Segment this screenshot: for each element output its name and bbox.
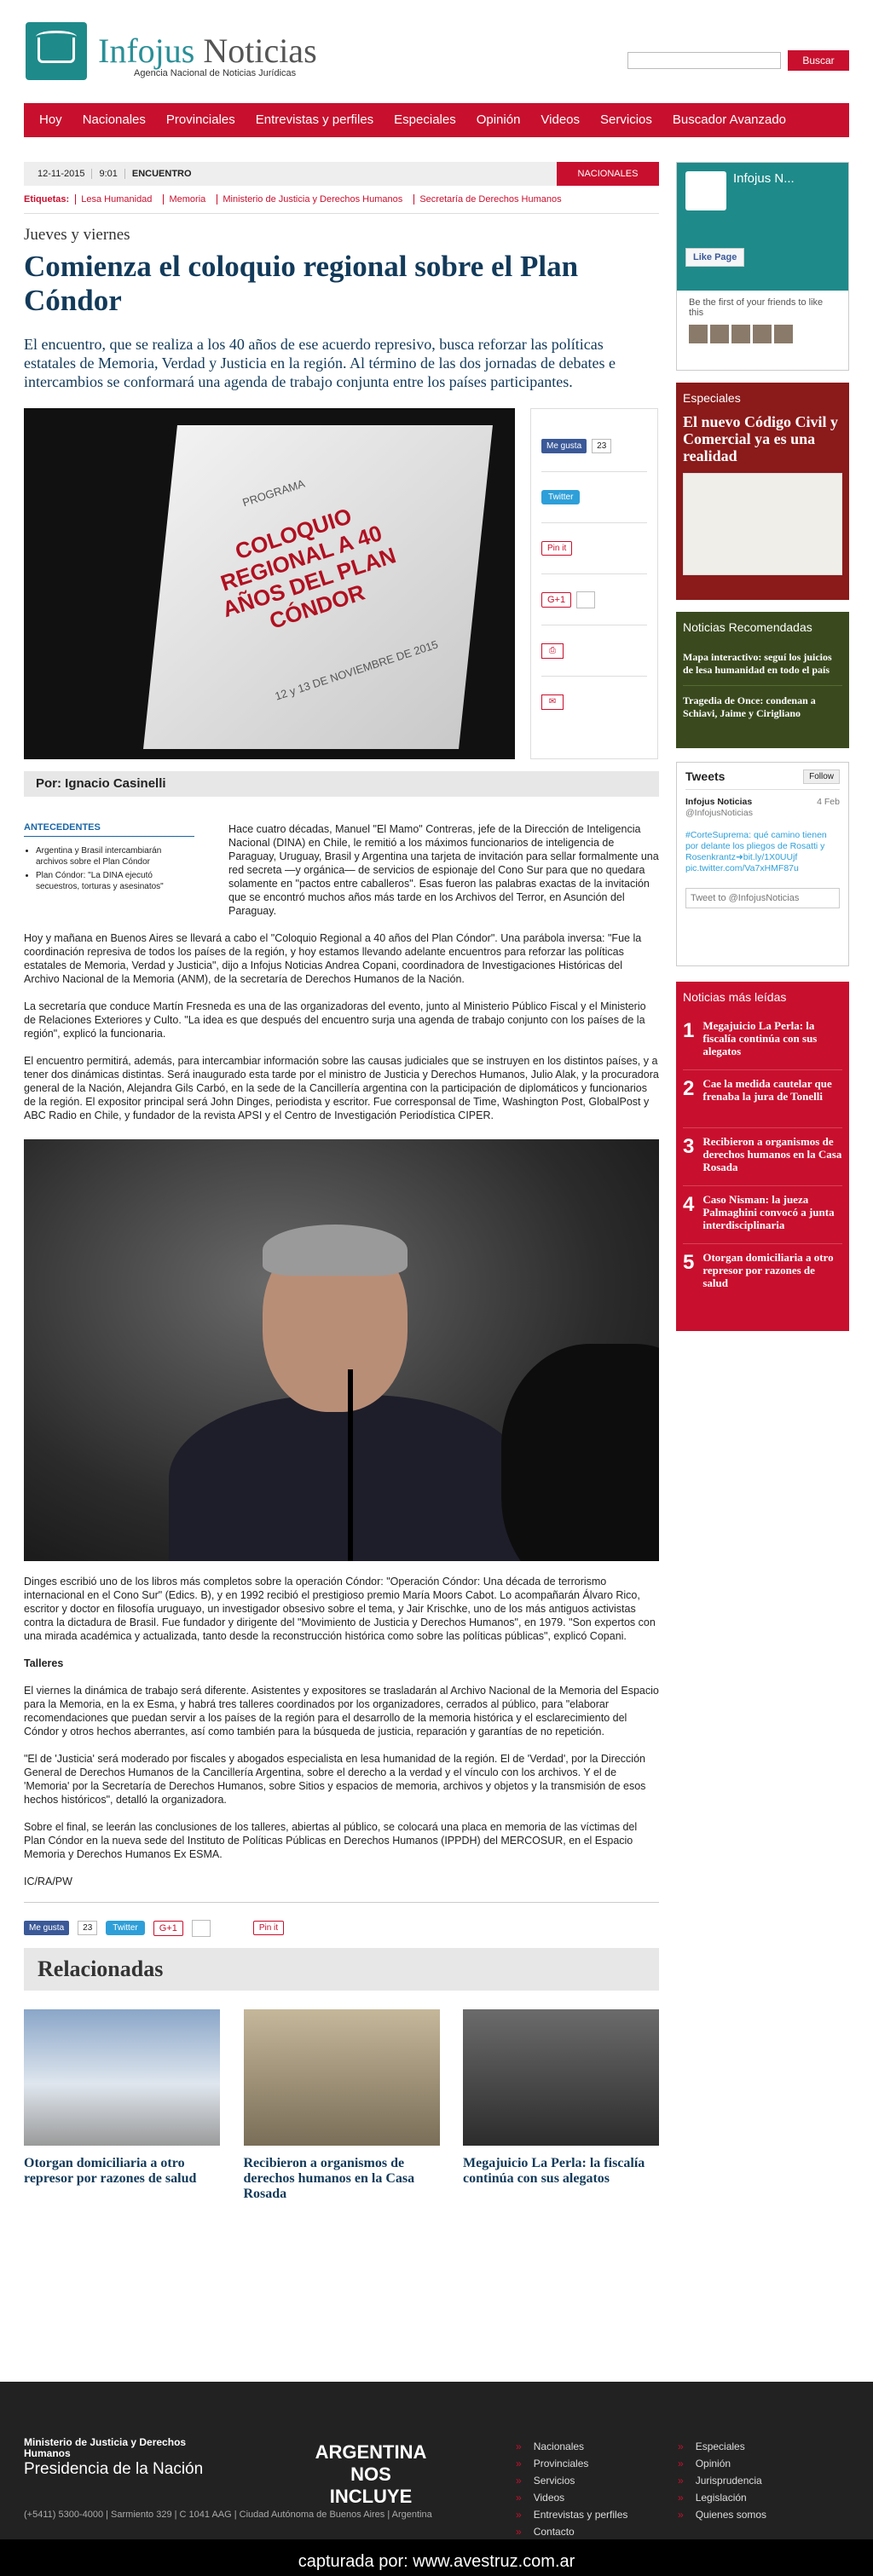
- article-photo: [24, 408, 515, 759]
- nav-hoy[interactable]: Hoy: [39, 112, 62, 127]
- mas-leida-item[interactable]: 3 Recibieron a organismos de derechos humanos en la Casa Rosada: [683, 1128, 842, 1186]
- fb-like-page-button[interactable]: Like Page: [685, 248, 744, 267]
- especiales-image[interactable]: [683, 473, 842, 575]
- facebook-widget: [676, 162, 849, 371]
- recomendada-link[interactable]: Tragedia de Once: condenan a Schiavi, Jaime y Cirigliano: [683, 694, 816, 719]
- site-brand[interactable]: Infojus Noticias: [98, 32, 317, 70]
- tweets-title: Tweets: [685, 769, 726, 783]
- paragraph: El encuentro permitirá, además, para intercambiar información sobre las causas judiciales que se instruyen en los distintos países, y a tener dos dinámicas distintas. Será inaugurado esta tarde por el ministro de Justicia y Derechos Humanos, Julio Alak, y la procuradora general de la Nación, Alejandra Gils Carbó, en la sede de la Cancillería argentina con la participación de diplomáticos y funcionarios de la región. El expositor principal será John Dinges, periodista y escritor. Fue corresponsal de Time, Washington Post, GlobalPost y ABC Radio en Chile, y fundador de la revista APSI y el Centro de Investigación Periodística CIPER.: [24, 1055, 659, 1121]
- capture-credit: capturada por: www.avestruz.com.ar: [298, 2552, 575, 2571]
- mas-leidas-title: Noticias más leídas: [683, 990, 787, 1004]
- related-title[interactable]: Megajuicio La Perla: la fiscalía continúa con sus alegatos: [463, 2156, 645, 2186]
- sidebar: [676, 162, 849, 1331]
- paragraph: El viernes la dinámica de trabajo será diferente. Asistentes y expositores se trasladarán al Archivo Nacional de la Memoria del Espacio para la Memoria, en la ex Esma, y habrá tres talleres coordinados por los organizadores, cerrados al público, para "elaborar recomendaciones que puedan servir a los países de la región para el desarrollo de la memoria histórica y el esclarecimiento del Cóndor y otros hechos aberrantes, así como también para la búsqueda de justicia, reparación y garantías de no repetición.: [24, 1685, 659, 1738]
- mas-leida-item[interactable]: 4 Caso Nisman: la jueza Palmaghini convocó a junta interdisciplinaria: [683, 1186, 842, 1244]
- article-photo-speaker: [24, 1139, 659, 1561]
- related-thumbnail[interactable]: [244, 2009, 440, 2146]
- nav-entrevistas[interactable]: Entrevistas y perfiles: [255, 112, 374, 127]
- footer-argentina-logo: ARGENTINA NOS INCLUYE: [315, 2441, 427, 2507]
- photo-program-title: COLOQUIO REGIONAL A 40 AÑOS DEL PLAN CÓNDOR: [217, 503, 400, 634]
- article-date: 12-11-2015: [31, 169, 92, 179]
- related-heading: Relacionadas: [24, 1948, 659, 1991]
- related-item[interactable]: [463, 2009, 659, 2202]
- footer-link[interactable]: » Servicios: [516, 2472, 627, 2489]
- tweet: [685, 790, 840, 874]
- recomendadas-title: Noticias Recomendadas: [683, 620, 812, 634]
- twitter-widget: [676, 762, 849, 966]
- like-count: 23: [592, 439, 611, 453]
- paragraph: La secretaría que conduce Martín Fresneda es una de las organizadoras del evento, junto al Ministerio Público Fiscal y el Ministerio de Relaciones Exteriores y Culto. "La idea es que después del encuentro surja una agenda de trabajo conjunto con los países de la región", explicó la funcionaria.: [24, 1000, 646, 1040]
- article-meta: [24, 162, 659, 186]
- share-bottom: [24, 1902, 659, 1941]
- site-header: [0, 0, 873, 94]
- antecedentes-title: ANTECEDENTES: [24, 822, 194, 837]
- footer-links-1: [516, 2438, 627, 2540]
- mas-leida-item[interactable]: 1 Megajuicio La Perla: la fiscalía continúa con sus alegatos: [683, 1012, 842, 1070]
- article-time: 9:01: [92, 169, 124, 179]
- tweet-text[interactable]: #CorteSuprema: qué camino tienen por delante los pliegos de Rosatti y Rosenkrantz➜bit.ly/1X0UUjf pic.twitter.com/Va7xHMF87u: [685, 830, 827, 873]
- site-footer: [0, 2382, 873, 2576]
- tweet-to-input[interactable]: Tweet to @InfojusNoticias: [685, 888, 840, 908]
- photo-row: [24, 408, 659, 759]
- section-badge[interactable]: NACIONALES: [557, 162, 659, 186]
- tweet-date: 4 Feb: [817, 797, 840, 807]
- footer-link[interactable]: » Opinión: [678, 2455, 766, 2472]
- antecedente-link[interactable]: • Plan Cóndor: "La DINA ejecutó secuestros, torturas y asesinatos": [36, 870, 194, 892]
- article-headline: Comienza el coloquio regional sobre el Plan Cóndor: [24, 250, 579, 317]
- paragraph: Dinges escribió uno de los libros más completos sobre la operación Cóndor: "Operación Cóndor: Una década de terrorismo internacional en el Cono Sur" (Edics. B), y en 1992 recibió el prestigioso premio María Moors Cabot. Lo acompañarán Álvaro Rico, escritor y doctor en filosofía uruguayo, un investigador obsesivo sobre el tema, y Jair Krischke, uno de los más antiguos activistas contra la dictadura de Brasil. Fue fundador y dirigente del "Movimiento de Justicia y Derechos Humanos", en 1979. "Son expertos con una mirada académica y actualizada, tanto desde la reconstrucción histórica como sobre las políticas públicas", explicó Copani.: [24, 1576, 656, 1642]
- especiales-title: Especiales: [683, 391, 741, 405]
- article-column: [24, 162, 659, 2202]
- footer-links-2: [678, 2438, 766, 2523]
- gplus-count: [192, 1920, 211, 1937]
- recomendadas-box: [676, 612, 849, 748]
- mas-leida-item[interactable]: 5 Otorgan domiciliaria a otro represor por razones de salud: [683, 1251, 834, 1289]
- related-thumbnail[interactable]: [24, 2009, 220, 2146]
- footer-link[interactable]: » Nacionales: [516, 2438, 627, 2455]
- gplus-button[interactable]: G+1: [541, 592, 571, 608]
- nav-provinciales[interactable]: Provinciales: [165, 112, 235, 127]
- footer-link[interactable]: » Videos: [516, 2489, 627, 2506]
- article-section: ENCUENTRO: [131, 169, 192, 179]
- antecedentes-box: [24, 822, 194, 895]
- twitter-follow-button[interactable]: Follow: [803, 769, 840, 784]
- footer-link[interactable]: » Especiales: [678, 2438, 766, 2455]
- paragraph: Hace cuatro décadas, Manuel "El Mamo" Contreras, jefe de la Dirección de Inteligencia Nacional (DINA) en Chile, le remitió a los máximos funcionarios de inteligencia de Paraguay, Uruguay, Brasil y Argentina una tarjeta de invitación para sellar formalmente una red secreta —y orgánica— de servicios de espionaje del Cono Sur para que no quedara solamente en "pactos entre caballeros". Esas fueron las palabras exactas de la invitación que se encontró muchos años más tarde en los Archivos del Terror, en Asunción del Paraguay.: [228, 823, 659, 917]
- like-count: 23: [78, 1921, 97, 1935]
- paragraph: "El de 'Justicia' será moderado por fiscales y abogados especialista en lesa humanidad de la región. El de 'Verdad', por la Dirección General de Derechos Humanos de la Cancillería Argentina, sobre el derecho a la verdad y el vínculo con los archivos. Y el de 'Memoria' por la Secretaría de Derechos Humanos, sobre Sitios y espacios de memoria, archivos y objetos y la transmisión de esos hechos históricos", detalló la organizadora.: [24, 1753, 646, 1806]
- facebook-like-button[interactable]: Me gusta: [24, 1921, 69, 1935]
- nav-videos[interactable]: Videos: [541, 112, 581, 127]
- nav-servicios[interactable]: Servicios: [600, 112, 652, 127]
- article-signature: IC/RA/PW: [24, 1876, 72, 1887]
- twitter-button[interactable]: Twitter: [106, 1921, 144, 1935]
- tag-link[interactable]: Secretaría de Derechos Humanos: [413, 194, 566, 205]
- related-item[interactable]: [24, 2009, 220, 2202]
- article-body: [24, 822, 659, 2202]
- site-subtitle: Agencia Nacional de Noticias Jurídicas: [134, 68, 297, 78]
- pinit-button[interactable]: Pin it: [253, 1921, 284, 1935]
- mas-leida-item[interactable]: 2 Cae la medida cautelar que frenaba la jura de Tonelli: [683, 1070, 842, 1128]
- nav-nacionales[interactable]: Nacionales: [82, 112, 146, 127]
- tag-link[interactable]: Memoria: [163, 194, 211, 205]
- tweet-account[interactable]: Infojus Noticias: [685, 797, 753, 807]
- gplus-button[interactable]: G+1: [153, 1921, 183, 1936]
- photo-program-label: PROGRAMA: [240, 476, 307, 510]
- photo-program-date: 12 y 13 DE NOVIEMBRE DE 2015: [273, 637, 440, 703]
- footer-link[interactable]: » Provinciales: [516, 2455, 627, 2472]
- footer-presidency[interactable]: Presidencia de la Nación: [24, 2460, 204, 2478]
- antecedente-link[interactable]: • Argentina y Brasil intercambiarán archivos sobre el Plan Cóndor: [36, 845, 194, 867]
- print-icon[interactable]: ⎙: [541, 643, 564, 659]
- tweet-handle[interactable]: @InfojusNoticias: [685, 808, 753, 818]
- article-kicker: Jueves y viernes: [24, 226, 130, 244]
- footer-address: (+5411) 5300-4000 | Sarmiento 329 | C 1041 AAG | Ciudad Autónoma de Buenos Aires | Argentina: [24, 2510, 432, 2520]
- tags-bar: [24, 186, 659, 214]
- related-articles: [24, 2009, 659, 2202]
- gplus-count: [576, 591, 595, 608]
- article-author: Por: Ignacio Casinelli: [24, 771, 659, 797]
- footer-link[interactable]: » Contacto: [516, 2523, 627, 2540]
- footer-ministry[interactable]: Ministerio de Justicia y Derechos Humanos: [24, 2436, 187, 2459]
- nav-buscador[interactable]: Buscador Avanzado: [672, 112, 787, 127]
- search-button[interactable]: Buscar: [788, 50, 849, 71]
- paragraph: Sobre el final, se leerán las conclusiones de los talleres, abiertas al público, se colocará una placa en memoria de las víctimas del Plan Cóndor en la nueva sede del Instituto de Políticas Públicas en Derechos Humanos (IPPDH) del MERCOSUR, en el Espacio Memoria y Derechos Humanos Ex ESMA.: [24, 1821, 638, 1860]
- nav-opinion[interactable]: Opinión: [476, 112, 521, 127]
- main-nav: [24, 103, 849, 137]
- search-input[interactable]: [627, 52, 781, 69]
- especiales-box: [676, 383, 849, 600]
- fb-friends-text: Be the first of your friends to like this: [689, 297, 824, 318]
- recomendada-link[interactable]: Mapa interactivo: seguí los juicios de lesa humanidad en todo el país: [683, 643, 842, 686]
- twitter-button[interactable]: Twitter: [541, 490, 580, 504]
- footer-link[interactable]: » Jurisprudencia: [678, 2472, 766, 2489]
- nav-especiales[interactable]: Especiales: [394, 112, 456, 127]
- especiales-headline[interactable]: El nuevo Código Civil y Comercial ya es una realidad: [683, 413, 839, 464]
- footer-link[interactable]: » Quienes somos: [678, 2506, 766, 2523]
- footer-link[interactable]: » Legislación: [678, 2489, 766, 2506]
- email-icon[interactable]: ✉: [541, 694, 564, 710]
- related-title[interactable]: Otorgan domiciliaria a otro represor por razones de salud: [24, 2156, 197, 2186]
- related-item[interactable]: [244, 2009, 440, 2202]
- footer-link[interactable]: » Entrevistas y perfiles: [516, 2506, 627, 2523]
- mas-leidas-box: [676, 982, 849, 1331]
- pinit-button[interactable]: Pin it: [541, 541, 572, 556]
- article-lead: El encuentro, que se realiza a los 40 años de ese acuerdo represivo, busca reforzar las políticas estatales de Memoria, Verdad y Justicia en la región. Al término de las dos jornadas de debates e intercambios se conformará una agenda de trabajo conjunta entre los países participantes.: [24, 336, 616, 390]
- tag-link[interactable]: Ministerio de Justicia y Derechos Humanos: [217, 194, 408, 205]
- related-thumbnail[interactable]: [463, 2009, 659, 2146]
- fb-friend-avatars: [677, 325, 848, 343]
- tag-link[interactable]: Lesa Humanidad: [75, 194, 157, 205]
- paragraph: Hoy y mañana en Buenos Aires se llevará a cabo el "Coloquio Regional a 40 años del Plan Cóndor". Una parábola inversa: "Fue la coordinación represiva de todos los países de la región, y hoy estamos llevando adelante encuentros para reforzar las políticas estatales de Memoria, Verdad y Justicia", dijo a Infojus Noticias Andrea Copani, coordinadora de Investigaciones Históricas del Archivo Nacional de la Memoria (ANM), de la secretaría de Derechos Humanos de la Nación.: [24, 932, 642, 985]
- share-column: [530, 408, 658, 759]
- infojus-logo[interactable]: [26, 22, 87, 80]
- facebook-like-button[interactable]: Me gusta: [541, 439, 587, 453]
- fb-page-logo[interactable]: [685, 171, 726, 210]
- subheading: Talleres: [24, 1657, 64, 1669]
- fb-page-name[interactable]: Infojus N...: [733, 171, 795, 186]
- tags-label: Etiquetas:: [24, 194, 70, 205]
- related-title[interactable]: Recibieron a organismos de derechos humanos en la Casa Rosada: [243, 2156, 415, 2201]
